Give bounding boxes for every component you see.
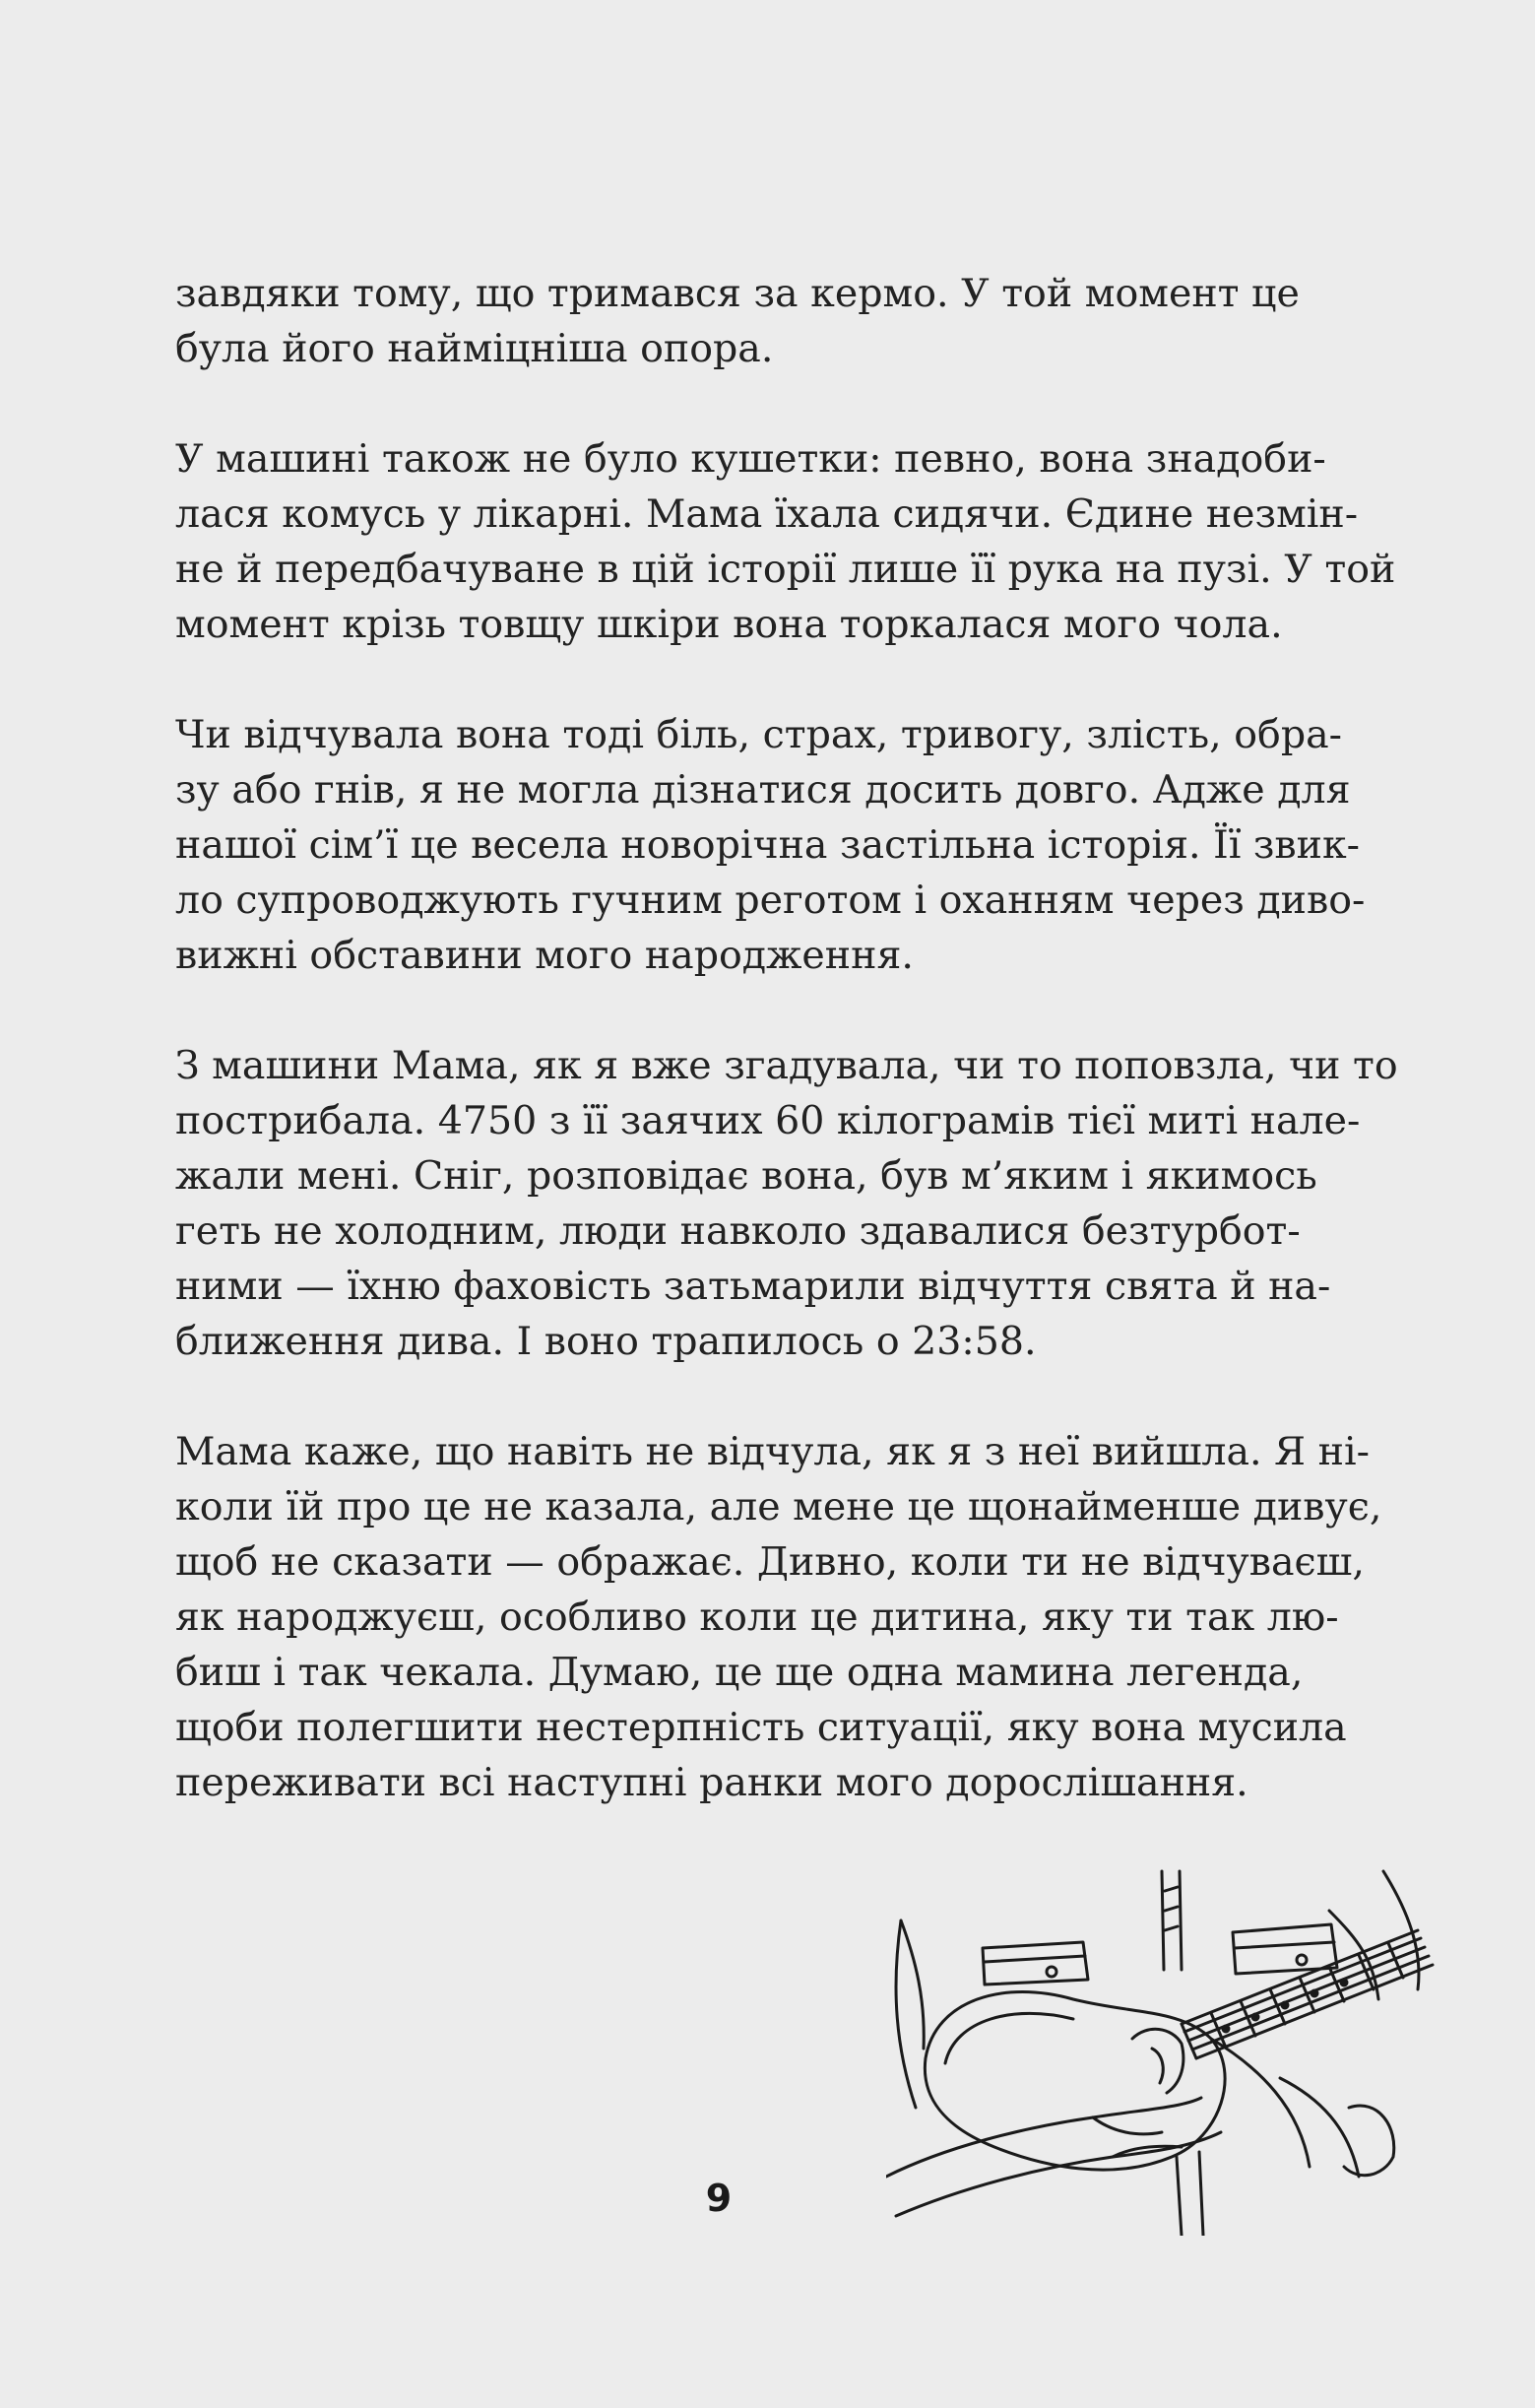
text-line: лася комусь у лiкарнi. Мама їхала сидячи. Єдине незмiн- xyxy=(175,491,1359,537)
text-line: щоби полегшити нестерпнiсть ситуацiї, яку вона мусила xyxy=(175,1705,1347,1750)
text-line: коли їй про це не казала, але мене це щонайменше дивує, xyxy=(175,1484,1382,1529)
text-line: завдяки тому, що тримався за кермо. У той момент це xyxy=(175,271,1300,316)
text-line: зу або гнiв, я не могла дiзнатися досить довго. Адже для xyxy=(175,767,1351,813)
paragraph-1 xyxy=(175,266,1300,376)
body-text xyxy=(175,266,1398,1865)
paragraph-3 xyxy=(175,707,1366,983)
text-line: як народжуєш, особливо коли це дитина, яку ти так лю- xyxy=(175,1594,1339,1640)
text-line: переживати всi наступнi ранки мого дорослiшання. xyxy=(175,1760,1248,1805)
text-line: момент крiзь товщу шкiри вона торкалася мого чола. xyxy=(175,602,1283,647)
text-line: щоб не сказати — ображає. Дивно, коли ти не вiдчуваєш, xyxy=(175,1539,1365,1585)
paragraph-5 xyxy=(175,1424,1382,1810)
text-line: ними — їхню фаховiсть затьмарили вiдчуття свята й на- xyxy=(175,1264,1331,1309)
text-line: нашої сiм’ї це весела новорiчна застiльна iсторiя. Її звик- xyxy=(175,822,1361,868)
text-line: пострибала. 4750 з її заячих 60 кiлограмiв тiєї митi нале- xyxy=(175,1098,1361,1143)
text-line: У машинi також не було кушетки: певно, вона знадоби- xyxy=(175,436,1326,482)
text-line: була його наймiцнiша опора. xyxy=(175,326,774,371)
text-line: биш i так чекала. Думаю, це ще одна мамина легенда, xyxy=(175,1650,1304,1695)
paragraph-2 xyxy=(175,431,1396,652)
text-line: Мама каже, що навiть не вiдчула, як я з неї вийшла. Я нi- xyxy=(175,1429,1370,1474)
paragraph-4 xyxy=(175,1038,1398,1369)
guitar-player-sketch-icon xyxy=(886,1852,1438,2236)
page-number: 9 xyxy=(705,2177,733,2220)
text-line: жали менi. Снiг, розповiдає вона, був м’яким i якимось xyxy=(175,1153,1317,1199)
text-line: ло супроводжують гучним реготом i оханням через диво- xyxy=(175,878,1366,923)
text-line: З машини Мама, як я вже згадувала, чи то поповзла, чи то xyxy=(175,1043,1398,1088)
text-line: не й передбачуване в цiй iсторiї лише її рука на пузi. У той xyxy=(175,547,1396,592)
text-line: Чи вiдчувала вона тодi бiль, страх, тривогу, злiсть, обра- xyxy=(175,712,1342,757)
text-line: вижнi обставини мого народження. xyxy=(175,933,914,978)
text-line: геть не холодним, люди навколо здавалися безтурбот- xyxy=(175,1208,1301,1254)
text-line: ближення дива. I воно трапилось о 23:58. xyxy=(175,1319,1037,1364)
